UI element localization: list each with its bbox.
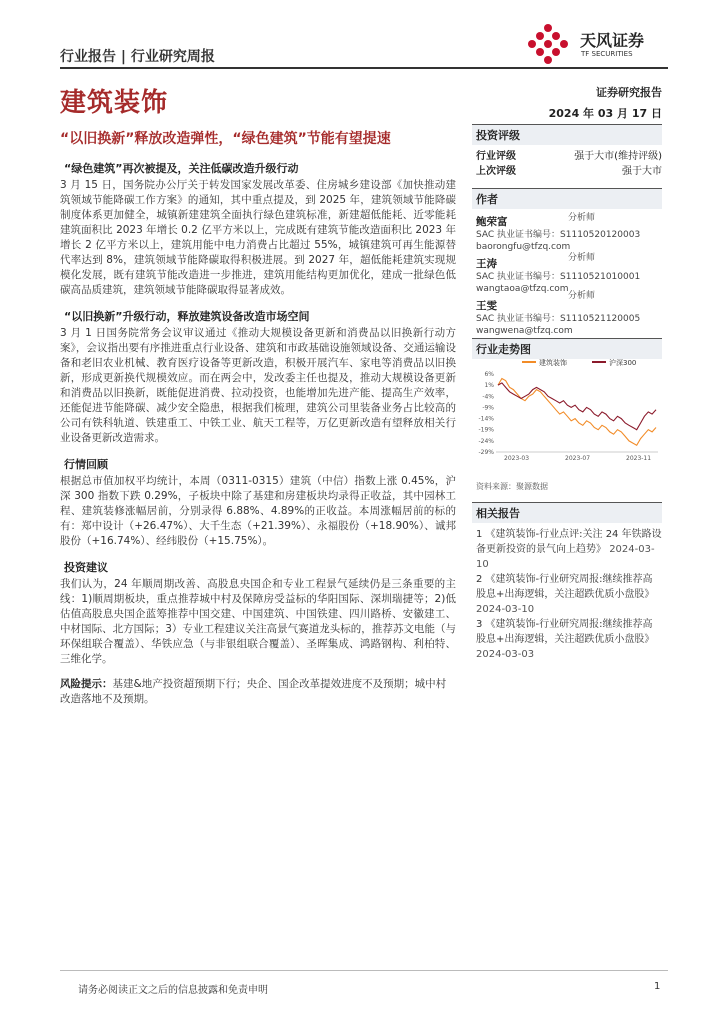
related-panel bbox=[472, 502, 662, 662]
section-green-building bbox=[60, 160, 456, 298]
y-tick-label: -9% bbox=[482, 404, 494, 412]
rating-row-industry: 行业评级 强于大市(维持评级) bbox=[476, 151, 662, 162]
y-tick-label: -29% bbox=[478, 449, 494, 456]
author-block bbox=[472, 257, 662, 295]
series-line bbox=[498, 383, 656, 430]
author-sac: SAC 执业证书编号：S1110521010001 bbox=[476, 272, 641, 282]
sector-title: 建筑装饰 bbox=[60, 88, 169, 118]
related-report[interactable]: 1 《建筑装饰-行业点评:关注 24 年铁路设备更新投资的景气向上趋势》 2024-03-10 bbox=[476, 529, 662, 570]
logo-cn: 天风证券 bbox=[580, 31, 645, 50]
main-content bbox=[60, 160, 456, 707]
page-number: 1 bbox=[654, 981, 661, 992]
section-body: 3 月 1 日国务院常务会议审议通过《推动大规模设备更新和消费品以旧换新行动方案》，会议指出要有序推进重点行业设备、建筑和市政基础设施领域设备、交通运输设备和老旧农业机械、教育医疗设备等更新改造，积极开展汽车、家电等消费品以旧换新，形成更新换代规模效应。而在两会中，发改委主任也提及，推动大规模设备更新和消费品以旧换新，既能促进消费、拉动投资，也能增加先进产能、提高生产效率，还能促进节能降碳、减少安全隐患，根据我们梳理，建筑公司里装备业务占比较高的公司有铁科轨道、铁建重工、中铁工业、航天工程等，万亿更新改造有望释放相关行业设备更新改造需求。 bbox=[60, 327, 456, 444]
rating-heading: 投资评级 bbox=[472, 124, 662, 145]
risk-label: 风险提示： bbox=[60, 678, 113, 690]
author-email[interactable]: wangwena@tfzq.com bbox=[476, 326, 573, 336]
chart-source: 资料来源：聚源数据 bbox=[476, 482, 548, 491]
trend-chart bbox=[472, 356, 662, 462]
related-heading: 相关报告 bbox=[472, 502, 662, 523]
headline: “以旧换新”释放改造弹性，“绿色建筑”节能有望提速 bbox=[60, 131, 391, 147]
y-tick-label: -24% bbox=[478, 437, 494, 445]
author-role: 分析师 bbox=[568, 253, 596, 263]
y-tick-label: 1% bbox=[484, 382, 494, 390]
section-body: 根据总市值加权平均统计，本周（0311-0315）建筑（中信）指数上涨 0.45%，沪深 300 指数下跌 0.29%，子板块中除了基建和房建板块均录得正收益，其中园林工程、建筑装修涨幅居前，分别录得 6.88%、4.89%的正收益。本周涨幅居前的标的有：郑中设计（+26.47%）、大千生态（+21.39%）、永福股份（+18.90%）、诚邦股份（+16.74%）、经纬股份（+15.75%）。 bbox=[60, 475, 456, 547]
section-heading: 行情回顾 bbox=[64, 458, 108, 471]
y-tick-label: -4% bbox=[482, 393, 494, 401]
section-investment-advice bbox=[60, 559, 456, 667]
legend-label: 沪深300 bbox=[609, 359, 637, 367]
y-tick-label: 6% bbox=[484, 371, 494, 378]
report-type: 证券研究报告 bbox=[596, 86, 662, 99]
risk-text: 基建&地产投资超预期下行；央企、国企改革提效进度不及预期；城中村改造落地不及预期。 bbox=[60, 678, 447, 705]
author-block bbox=[472, 215, 662, 253]
section-body: 我们认为，24 年顺周期改善、高股息央国企和专业工程景气延续仍是三条重要的主线：1)顺周期板块，重点推荐城中村及保障房受益标的华阳国际、深圳瑞捷等；2)低估值高股息央国企蓝筹推荐中国交建、中国建筑、中国铁建、四川路桥、安徽建工、中材国际、北方国际；3）专业工程建议关注高景气赛道龙头标的，推荐苏文电能（与环保组联合覆盖）、华铁应急（与非银组联合覆盖）、圣晖集成、鸿路钢构、利柏特、三维化学。 bbox=[60, 578, 456, 665]
section-heading: “绿色建筑”再次被提及，关注低碳改造升级行动 bbox=[64, 162, 299, 175]
x-tick-label: 2023-07 bbox=[565, 455, 591, 462]
y-tick-label: -19% bbox=[478, 426, 494, 434]
rating-panel bbox=[472, 124, 662, 179]
section-heading: “以旧换新”升级行动，释放建筑设备改造市场空间 bbox=[64, 310, 310, 323]
trend-heading: 行业走势图 bbox=[472, 338, 662, 359]
author-name: 王涛 bbox=[476, 258, 497, 270]
x-tick-label: 2023-11 bbox=[626, 455, 652, 462]
author-email[interactable]: wangtaoa@tfzq.com bbox=[476, 284, 569, 294]
logo-mark-icon bbox=[520, 22, 576, 68]
doc-type: 行业报告 | 行业研究周报 bbox=[60, 49, 215, 65]
series-line bbox=[498, 379, 656, 446]
author-sac: SAC 执业证书编号：S1110521120005 bbox=[476, 314, 641, 324]
related-report[interactable]: 2 《建筑装饰-行业研究周报:继续推荐高股息+出海逻辑，关注超跌优质小盘股》 2024-03-10 bbox=[476, 574, 655, 615]
company-logo bbox=[520, 22, 670, 68]
disclaimer-note: 请务必阅读正文之后的信息披露和免责申明 bbox=[78, 985, 268, 996]
section-heading: 投资建议 bbox=[64, 561, 108, 574]
risk-warning bbox=[60, 677, 456, 707]
legend-label: 建筑装饰 bbox=[539, 359, 567, 367]
section-trade-in bbox=[60, 308, 456, 446]
x-tick-label: 2023-03 bbox=[504, 455, 530, 462]
section-market-review bbox=[60, 456, 456, 549]
author-name: 王雯 bbox=[476, 300, 497, 312]
author-role: 分析师 bbox=[568, 213, 596, 223]
author-name: 鲍荣富 bbox=[476, 216, 508, 228]
rating-row-previous: 上次评级 强于大市 bbox=[476, 166, 662, 177]
author-email[interactable]: baorongfu@tfzq.com bbox=[476, 242, 571, 252]
author-sac: SAC 执业证书编号：S1110520120003 bbox=[476, 230, 641, 240]
author-role: 分析师 bbox=[568, 291, 596, 301]
authors-heading: 作者 bbox=[472, 188, 662, 209]
footer-divider bbox=[60, 970, 668, 971]
author-block bbox=[472, 299, 662, 337]
y-tick-label: -14% bbox=[478, 415, 494, 423]
logo-en: TF SECURITIES bbox=[581, 50, 633, 58]
section-body: 3 月 15 日，国务院办公厅关于转发国家发展改革委、住房城乡建设部《加快推动建筑领域节能降碳工作方案》的通知，其中重点提及，到 2025 年，建筑领域节能降碳制度体系更加健全，城镇新建建筑全面执行绿色建筑标准，新建超低能耗、近零能耗建筑面积比 2023 年增长 0.2 亿平方米以上，完成既有建筑节能改造面积比 2023 年增长 2 亿平方米以上，建筑用能中电力消费占比超过 55%，城镇建筑可再生能源替代率达到 8%，建筑领域节能降碳取得积极进展。到 2027 年，超低能耗建筑实现规模化发展，既有建筑节能改造进一步推进，建筑用能结构更加优化，建成一批绿色低碳高品质建筑，建筑领域节能降碳取得显著成效。 bbox=[60, 179, 456, 296]
report-date: 2024 年 03 月 17 日 bbox=[548, 107, 662, 120]
authors-panel bbox=[472, 188, 662, 337]
related-report[interactable]: 3 《建筑装饰-行业研究周报:继续推荐高股息+出海逻辑，关注超跌优质小盘股》 2024-03-03 bbox=[476, 619, 655, 660]
